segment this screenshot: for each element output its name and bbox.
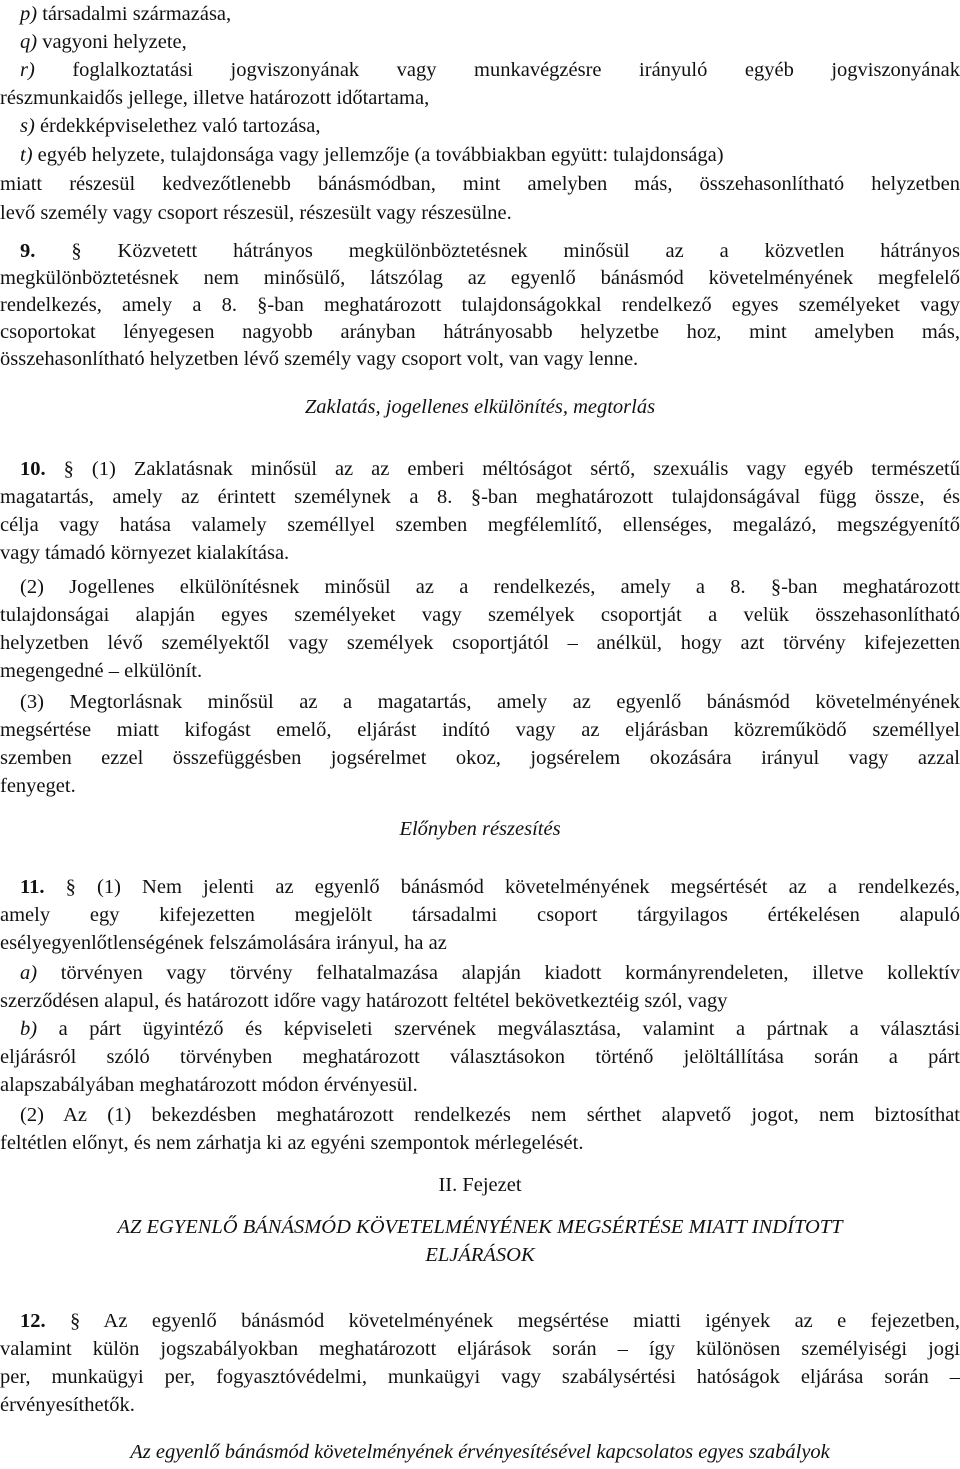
paragraph-line: (2) Az (1) bekezdésben meghatározott rendelkezés nem sérthet alapvető jogot, nem biztosíthat xyxy=(20,1104,960,1126)
paragraph-line: helyzetben lévő személyektől vagy személyek csoportjától – anélkül, hogy azt törvény kifejezetten xyxy=(0,632,960,654)
list-item-r: r) foglalkoztatási jogviszonyának vagy munkavégzésre irányuló egyéb jogviszonyának xyxy=(20,59,960,81)
paragraph-line: per, munkaügyi per, fogyasztóvédelmi, munkaügyi vagy szabálysértési hatóságok eljárása során – xyxy=(0,1366,960,1388)
list-item-a: a) törvényen vagy törvény felhatalmazása alapján kiadott kormányrendeleten, illetve kollektív xyxy=(20,962,960,984)
section-heading: Előnyben részesítés xyxy=(399,818,561,840)
list-item-r-continuation: részmunkaidős jellege, illetve határozott időtartama, xyxy=(0,87,430,109)
section-number: 10. xyxy=(20,458,46,480)
paragraph-line: (3) Megtorlásnak minősül az a magatartás, amely az egyenlő bánásmód követelményének xyxy=(20,691,960,713)
paragraph-line: megsértése miatt kifogást emelő, eljárást indító vagy az eljárásban közreműködő személlyel xyxy=(0,719,960,741)
section-number: 9. xyxy=(20,240,36,262)
section-heading: Zaklatás, jogellenes elkülönítés, megtorlás xyxy=(304,396,656,418)
paragraph-line: (2) Jogellenes elkülönítésnek minősül az a rendelkezés, amely a 8. §-ban meghatározott xyxy=(20,576,960,598)
section-heading: Az egyenlő bánásmód követelményének érvényesítésével kapcsolatos egyes szabályok xyxy=(130,1441,830,1463)
paragraph-line: miatt részesül kedvezőtlenebb bánásmódban, mint amelyben más, összehasonlítható helyzetben xyxy=(0,173,960,195)
paragraph-line: érvényesíthetők. xyxy=(0,1394,135,1416)
list-item-q: q) vagyoni helyzete, xyxy=(20,31,187,53)
section-11-first-line: 11. § (1) Nem jelenti az egyenlő bánásmód követelményének megsértését az a rendelkezés, xyxy=(20,876,960,898)
paragraph-line: megengedné – elkülönít. xyxy=(0,660,203,682)
section-sign: § xyxy=(71,240,82,262)
paragraph-line: valamint külön jogszabályokban meghatározott eljárások során – így különösen személyiségi jogi xyxy=(0,1338,960,1360)
chapter-title: AZ EGYENLŐ BÁNÁSMÓD KÖVETELMÉNYÉNEK MEGSÉRTÉSE MIATT INDÍTOTT xyxy=(117,1216,843,1238)
chapter-label: II. Fejezet xyxy=(438,1174,522,1196)
section-number: 12. xyxy=(20,1310,46,1332)
paragraph-line: amely egy kifejezetten megjelölt társadalmi csoport tárgyilagos értékelésen alapuló xyxy=(0,904,960,926)
list-item-p: p) társadalmi származása, xyxy=(20,3,232,25)
paragraph-line: megkülönböztetésnek nem minősülő, látszólag az egyenlő bánásmód követelményének megfelelő xyxy=(0,267,960,289)
chapter-title: ELJÁRÁSOK xyxy=(425,1244,535,1266)
paragraph-line: szerződésen alapul, és határozott időre vagy határozott feltétel bekövetkeztéig szól, vagy xyxy=(0,990,728,1012)
paragraph-line: tulajdonságai alapján egyes személyeket vagy személyek csoportját a velük összehasonlítható xyxy=(0,604,960,626)
paragraph-line: rendelkezés, amely a 8. §-ban meghatározott tulajdonságokkal rendelkező egyes személyeket vagy xyxy=(0,294,960,316)
paragraph-line: magatartás, amely az érintett személynek a 8. §-ban meghatározott tulajdonságával függ össze, és xyxy=(0,486,960,508)
section-number: 11. xyxy=(20,876,45,898)
section-sign: § xyxy=(63,458,74,480)
paragraph-line: eljárásról szóló törvényben meghatározott választásokon történő jelöltállítása során a párt xyxy=(0,1046,960,1068)
paragraph-line: összehasonlítható helyzetben lévő személy vagy csoport volt, van vagy lenne. xyxy=(0,348,639,370)
list-item-s: s) érdekképviselethez való tartozása, xyxy=(20,115,321,137)
list-item-b: b) a párt ügyintéző és képviseleti szervének megválasztása, valamint a pártnak a választási xyxy=(20,1018,960,1040)
paragraph-line: levő személy vagy csoport részesül, részesült vagy részesülne. xyxy=(0,202,512,224)
list-item-t: t) egyéb helyzete, tulajdonsága vagy jellemzője (a továbbiakban együtt: tulajdonsága) xyxy=(20,144,724,166)
paragraph-line: szemben ezzel összefüggésben jogsérelmet okoz, jogsérelem okozására irányul vagy azzal xyxy=(0,747,960,769)
paragraph-line: csoportokat lényegesen nagyobb arányban hátrányosabb helyzetbe hoz, mint amelyben más, xyxy=(0,321,960,343)
paragraph-line: vagy támadó környezet kialakítása. xyxy=(0,542,290,564)
paragraph-line: célja vagy hatása valamely személlyel szemben megfélemlítő, ellenséges, megalázó, megszégyenítő xyxy=(0,514,960,536)
section-10-first-line: 10. § (1) Zaklatásnak minősül az az emberi méltóságot sértő, szexuális vagy egyéb természetű xyxy=(20,458,960,480)
paragraph-line: esélyegyenlőtlenségének felszámolására irányul, ha az xyxy=(0,932,447,954)
section-9-first-line: 9. § Közvetett hátrányos megkülönböztetésnek minősül az a közvetlen hátrányos xyxy=(20,240,960,262)
paragraph-line: alapszabályában meghatározott módon érvényesül. xyxy=(0,1074,418,1096)
section-sign: § xyxy=(70,1310,81,1332)
section-12-first-line: 12. § Az egyenlő bánásmód követelményének megsértése miatti igények az e fejezetben, xyxy=(20,1310,960,1332)
paragraph-line: feltétlen előnyt, és nem zárhatja ki az egyéni szempontok mérlegelését. xyxy=(0,1132,584,1154)
paragraph-line: fenyeget. xyxy=(0,775,76,797)
section-sign: § xyxy=(65,876,76,898)
